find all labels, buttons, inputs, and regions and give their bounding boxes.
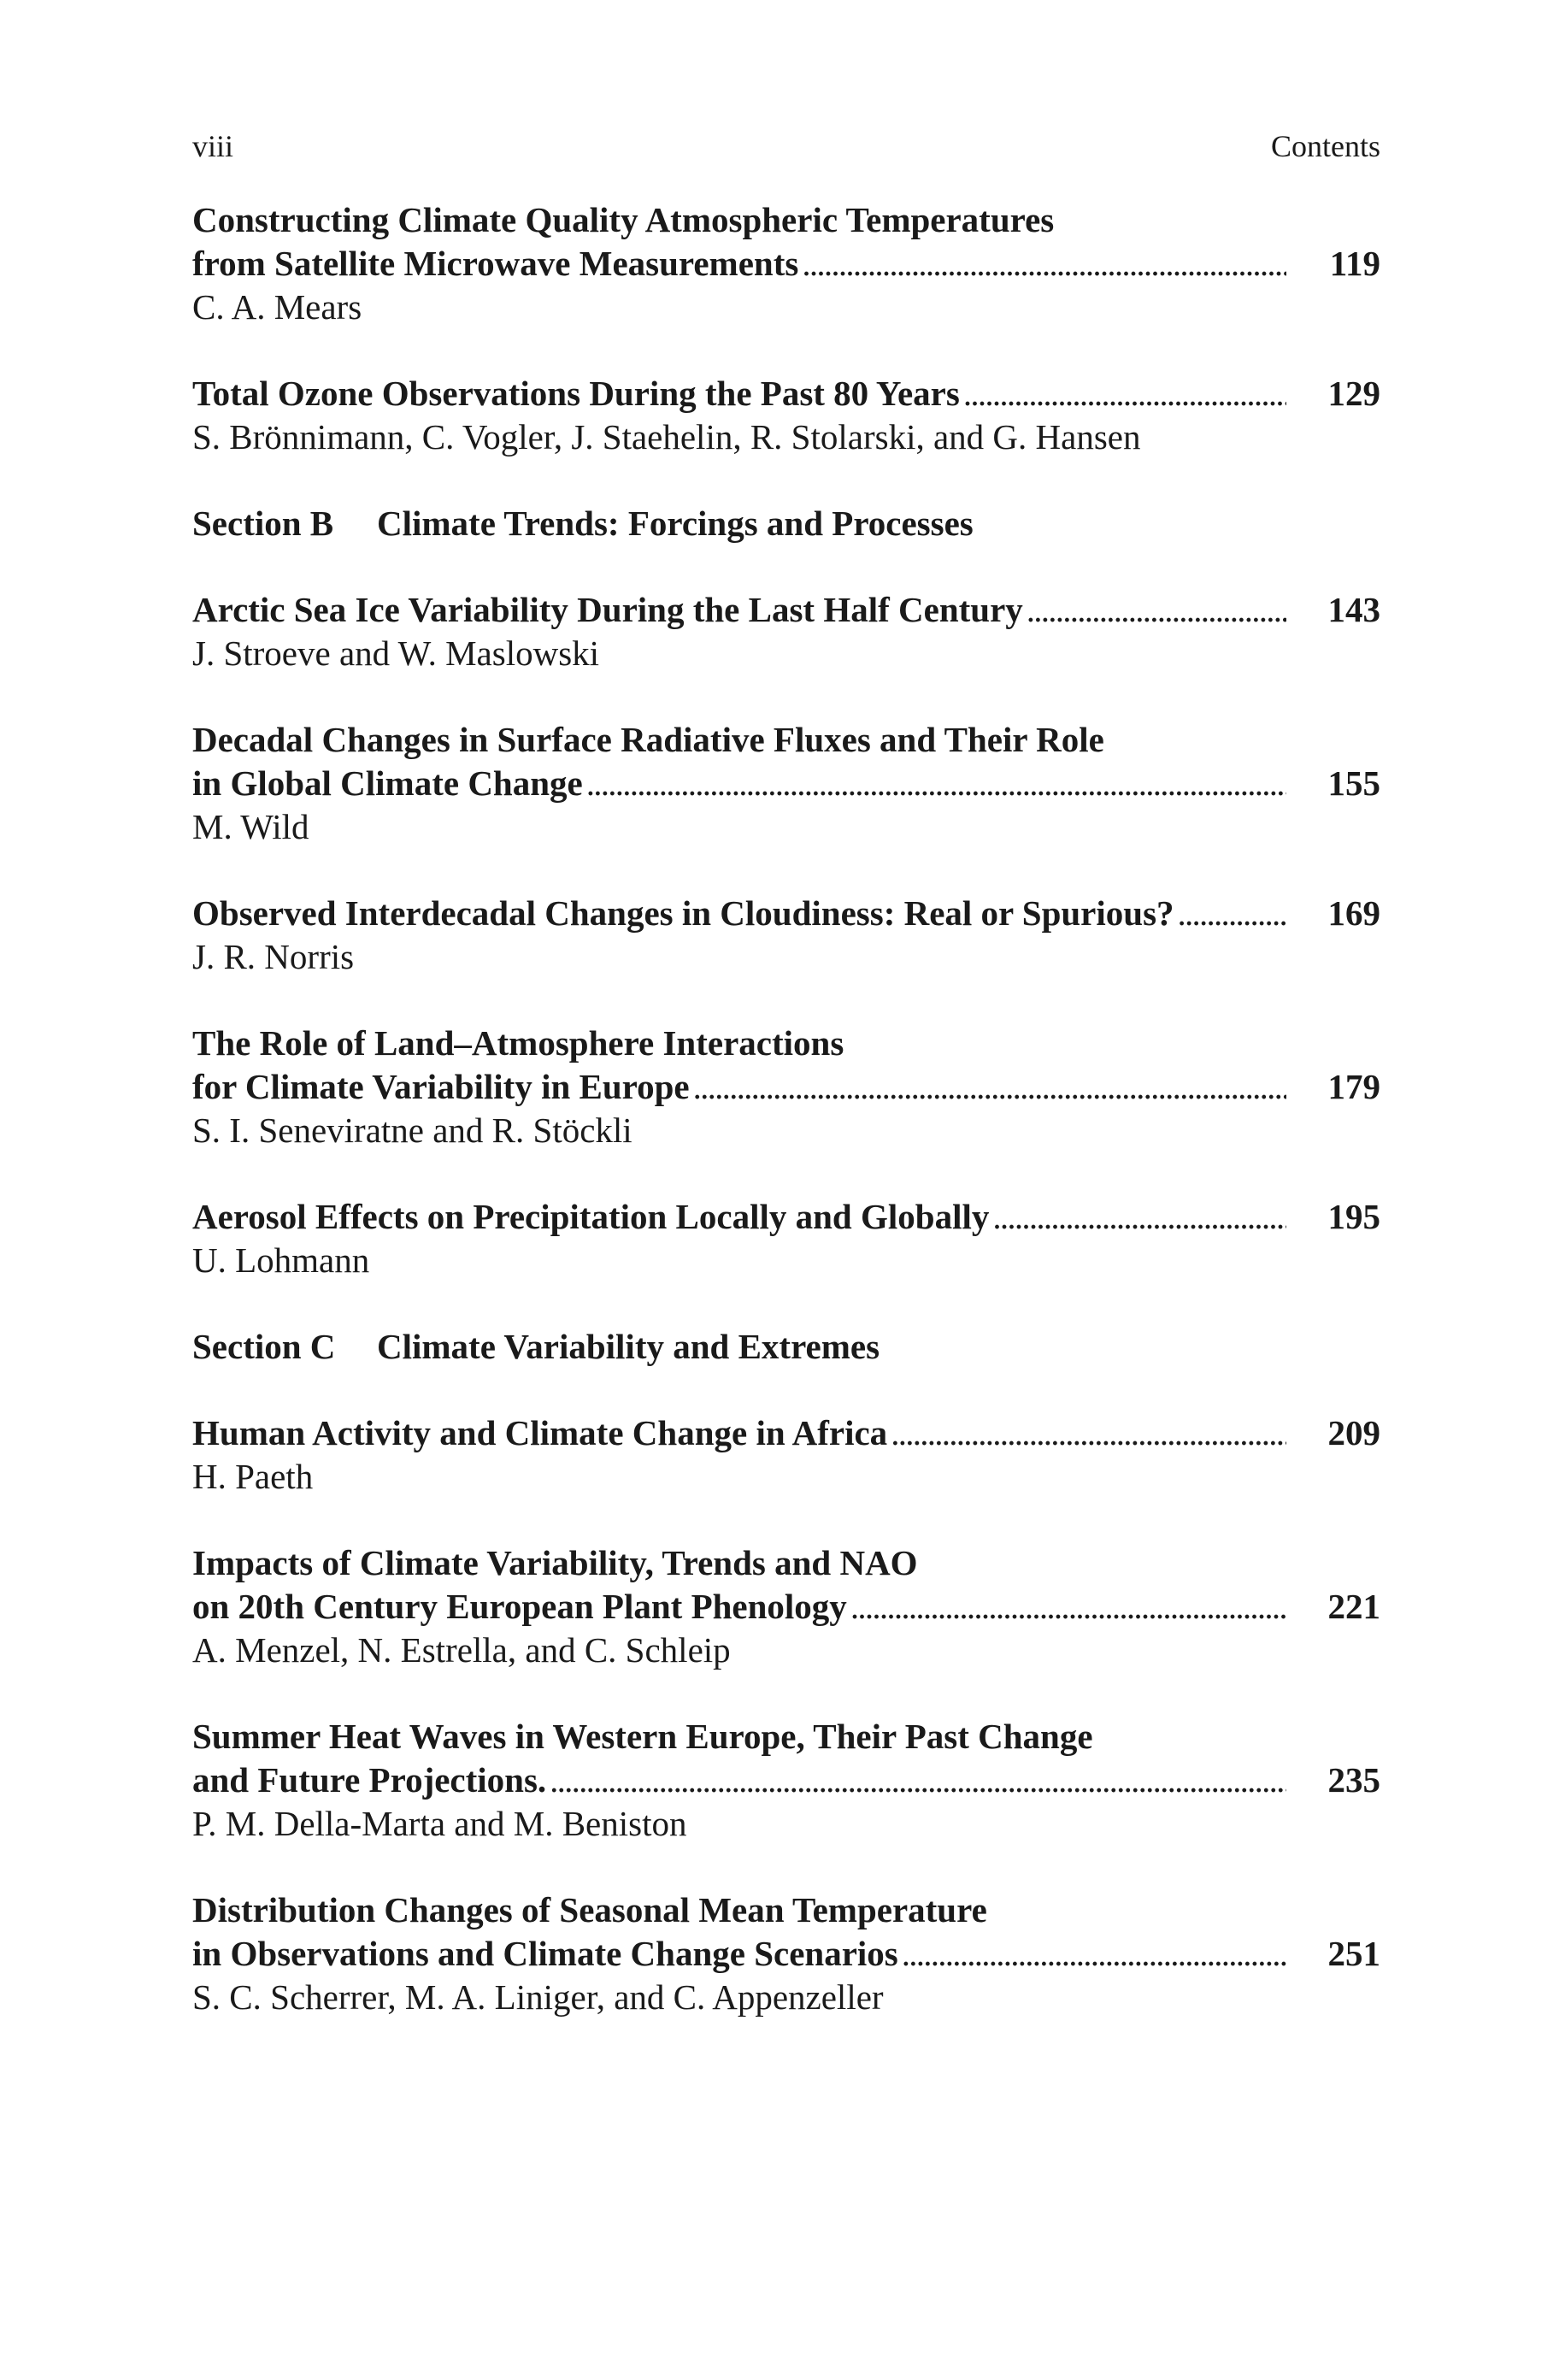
chapter-page-number: 129: [1327, 374, 1380, 413]
chapter-title-row: [192, 1758, 1380, 1802]
chapter-title-row: [192, 242, 1380, 286]
toc-entry[interactable]: [192, 1022, 1380, 1152]
chapter-title-line: Aerosol Effects on Precipitation Locally and Globally: [192, 1197, 990, 1236]
chapter-page-number: 169: [1327, 893, 1380, 933]
section-title: Climate Variability and Extremes: [377, 1327, 880, 1366]
chapter-title-line: Impacts of Climate Variability, Trends and NAO: [192, 1543, 918, 1582]
chapter-authors: J. R. Norris: [192, 937, 355, 976]
chapter-page-number: 119: [1329, 244, 1380, 283]
chapter-authors: A. Menzel, N. Estrella, and C. Schleip: [192, 1630, 731, 1670]
section-title: Climate Trends: Forcings and Processes: [377, 504, 974, 543]
chapter-page-number: 209: [1327, 1413, 1380, 1452]
section-label: Section B: [192, 504, 334, 543]
toc-entry[interactable]: [192, 1715, 1380, 1846]
chapter-authors: C. A. Mears: [192, 287, 362, 327]
toc-entry[interactable]: [192, 1411, 1380, 1499]
page-number-label: viii: [192, 129, 234, 163]
chapter-title-line: Arctic Sea Ice Variability During the Last Half Century: [192, 590, 1023, 629]
chapter-title-line: for Climate Variability in Europe: [192, 1067, 690, 1106]
chapter-page-number: 143: [1327, 590, 1380, 629]
chapter-authors: S. C. Scherrer, M. A. Liniger, and C. Appenzeller: [192, 1977, 884, 2017]
toc-entry[interactable]: [192, 892, 1380, 979]
toc-entry[interactable]: [192, 1541, 1380, 1672]
chapter-authors: M. Wild: [192, 807, 309, 846]
dot-leader: [1178, 892, 1286, 935]
dot-leader: [802, 242, 1286, 286]
toc-entry[interactable]: [192, 718, 1380, 849]
chapter-authors: S. Brönnimann, C. Vogler, J. Staehelin, R. Stolarski, and G. Hansen: [192, 417, 1141, 457]
chapter-authors: U. Lohmann: [192, 1240, 370, 1280]
chapter-page-number: 235: [1327, 1760, 1380, 1800]
chapter-authors: S. I. Seneviratne and R. Stöckli: [192, 1110, 632, 1150]
chapter-authors: P. M. Della-Marta and M. Beniston: [192, 1804, 687, 1843]
chapter-authors: H. Paeth: [192, 1457, 314, 1496]
chapter-title-line: Observed Interdecadal Changes in Cloudiness: Real or Spurious?: [192, 893, 1174, 933]
running-head: [192, 128, 1380, 164]
dot-leader: [1027, 588, 1286, 632]
chapter-title-row: [192, 372, 1380, 415]
toc-entry[interactable]: [192, 1195, 1380, 1282]
chapter-authors: J. Stroeve and W. Maslowski: [192, 633, 600, 673]
chapter-page-number: 251: [1327, 1934, 1380, 1973]
chapter-page-number: 155: [1327, 763, 1380, 803]
chapter-page-number: 195: [1327, 1197, 1380, 1236]
chapter-title-row: [192, 892, 1380, 935]
running-head-title: Contents: [1270, 129, 1380, 163]
chapter-page-number: 179: [1327, 1067, 1380, 1106]
chapter-title-row: [192, 1585, 1380, 1629]
chapter-title-line: and Future Projections.: [192, 1760, 547, 1800]
chapter-title-row: [192, 1195, 1380, 1239]
toc-entry[interactable]: [192, 1888, 1380, 2019]
chapter-title-line: Human Activity and Climate Change in Africa: [192, 1413, 888, 1452]
toc-page: [192, 128, 1380, 2062]
dot-leader: [963, 372, 1286, 415]
section-heading: [192, 502, 1380, 545]
dot-leader: [586, 762, 1286, 805]
chapter-title-line: in Global Climate Change: [192, 763, 583, 803]
dot-leader: [992, 1195, 1286, 1239]
chapter-title-row: [192, 588, 1380, 632]
dot-leader: [891, 1411, 1286, 1455]
table-of-contents: [192, 198, 1380, 2019]
chapter-title-line: in Observations and Climate Change Scenarios: [192, 1934, 898, 1973]
section-heading: [192, 1325, 1380, 1369]
chapter-title-line: The Role of Land–Atmosphere Interactions: [192, 1023, 844, 1063]
dot-leader: [850, 1585, 1286, 1629]
chapter-title-line: Decadal Changes in Surface Radiative Fluxes and Their Role: [192, 720, 1104, 759]
toc-entry[interactable]: [192, 588, 1380, 675]
chapter-title-row: [192, 1411, 1380, 1455]
chapter-title-row: [192, 762, 1380, 805]
chapter-title-row: [192, 1065, 1380, 1109]
dot-leader: [550, 1758, 1286, 1802]
chapter-title-line: Constructing Climate Quality Atmospheric Temperatures: [192, 200, 1055, 239]
toc-entry[interactable]: [192, 198, 1380, 329]
chapter-title-line: from Satellite Microwave Measurements: [192, 244, 799, 283]
chapter-title-line: Distribution Changes of Seasonal Mean Temperature: [192, 1890, 987, 1929]
chapter-title-row: [192, 1932, 1380, 1976]
chapter-page-number: 221: [1327, 1587, 1380, 1626]
dot-leader: [902, 1932, 1286, 1976]
section-label: Section C: [192, 1327, 336, 1366]
chapter-title-line: on 20th Century European Plant Phenology: [192, 1587, 847, 1626]
chapter-title-line: Summer Heat Waves in Western Europe, Their Past Change: [192, 1717, 1093, 1756]
dot-leader: [693, 1065, 1286, 1109]
toc-entry[interactable]: [192, 372, 1380, 459]
chapter-title-line: Total Ozone Observations During the Past 80 Years: [192, 374, 960, 413]
